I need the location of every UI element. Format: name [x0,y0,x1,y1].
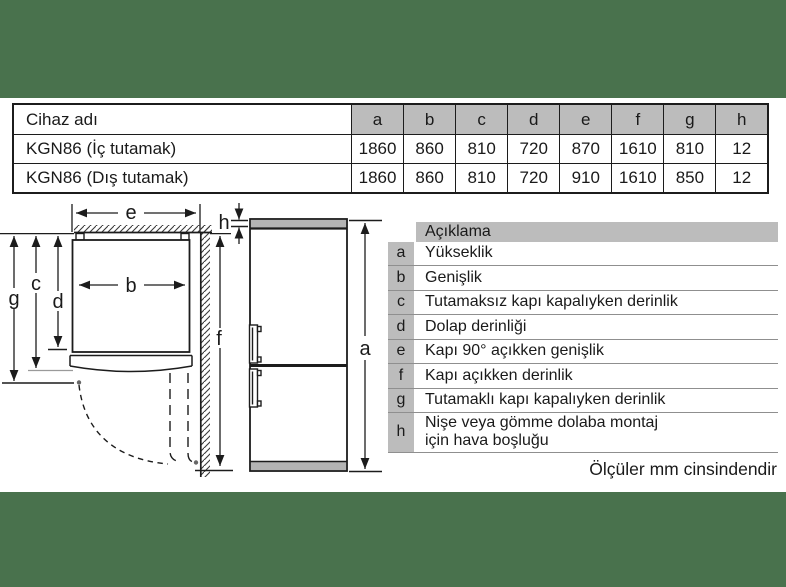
legend-text: Kapı 90° açıkken genişlik [425,342,604,360]
value-a: 1860 [352,135,404,164]
legend-row-e [388,340,778,365]
fridge-dimension-drawing [0,196,388,492]
col-header-c: c [456,104,508,135]
legend-header-row [388,222,778,242]
value-c: 810 [456,135,508,164]
device-name: KGN86 (İç tutamak) [13,135,352,164]
value-h: 12 [716,164,768,194]
page-background-bottom [0,492,786,587]
legend-key: a [388,242,414,266]
units-note: Ölçüler mm cinsindendir [589,459,777,479]
legend-header: Açıklama [416,222,778,242]
dim-label-g: g [8,288,20,310]
legend-table [388,222,778,453]
col-header-b: b [404,104,456,135]
plan-view [0,202,248,477]
dim-label-a: a [359,338,371,360]
legend-text: Genişlik [425,268,482,286]
dim-label-d: d [52,291,64,313]
value-g: 810 [664,135,716,164]
legend-header-spacer [388,222,414,242]
col-header-e: e [560,104,612,135]
col-header-h: h [716,104,768,135]
value-a: 1860 [352,164,404,194]
dim-label-f: f [216,328,222,350]
door-closed [70,356,192,372]
legend-key: d [388,315,414,339]
legend-text: Nişe veya gömme dolaba montaj için hava boşluğu [425,413,659,450]
value-h: 12 [716,135,768,164]
col-header-d: d [508,104,560,135]
legend-text: Kapı açıkken derinlik [425,366,573,384]
legend-row-g [388,389,778,414]
page-background-top [0,0,786,98]
dim-label-e: e [125,202,137,224]
hinge-left [76,234,84,241]
value-f: 1610 [612,135,664,164]
fridge-top-band [251,220,346,228]
legend-key: c [388,291,414,315]
legend-key: h [388,413,414,452]
legend-row-d [388,315,778,340]
front-view [250,219,383,472]
legend-row-c [388,291,778,316]
legend-key: b [388,266,414,290]
col-header-f: f [612,104,664,135]
dim-label-h: h [218,212,230,234]
value-f: 1610 [612,164,664,194]
legend-text: Yükseklik [425,244,493,262]
fridge-plinth [251,462,346,470]
value-g: 850 [664,164,716,194]
legend-row-f [388,364,778,389]
table-row [13,135,768,164]
legend-key: f [388,364,414,388]
legend-text: Dolap derinliği [425,317,527,335]
fridge-body [250,219,347,471]
hinge-right [181,234,189,241]
device-name-header: Cihaz adı [13,104,352,135]
table-row [13,164,768,194]
legend-row-b [388,266,778,291]
dimension-table-header-row [13,104,768,135]
col-header-g: g [664,104,716,135]
legend-text: Tutamaksız kapı kapalıyken derinlik [425,293,678,311]
value-c: 810 [456,164,508,194]
wall-side [201,225,210,477]
col-header-a: a [352,104,404,135]
legend-row-h [388,413,778,453]
dim-label-b: b [125,275,137,297]
value-d: 720 [508,164,560,194]
value-e: 910 [560,164,612,194]
door-swing-arc [77,373,198,465]
wall-back [74,225,212,233]
legend-text: Tutamaklı kapı kapalıyken derinlik [425,391,666,409]
value-b: 860 [404,164,456,194]
value-d: 720 [508,135,560,164]
legend-row-a [388,242,778,267]
value-b: 860 [404,135,456,164]
legend-key: e [388,340,414,364]
device-name: KGN86 (Dış tutamak) [13,164,352,194]
dimension-table [12,103,769,194]
dim-label-c: c [31,273,41,295]
value-e: 870 [560,135,612,164]
legend-key: g [388,389,414,413]
